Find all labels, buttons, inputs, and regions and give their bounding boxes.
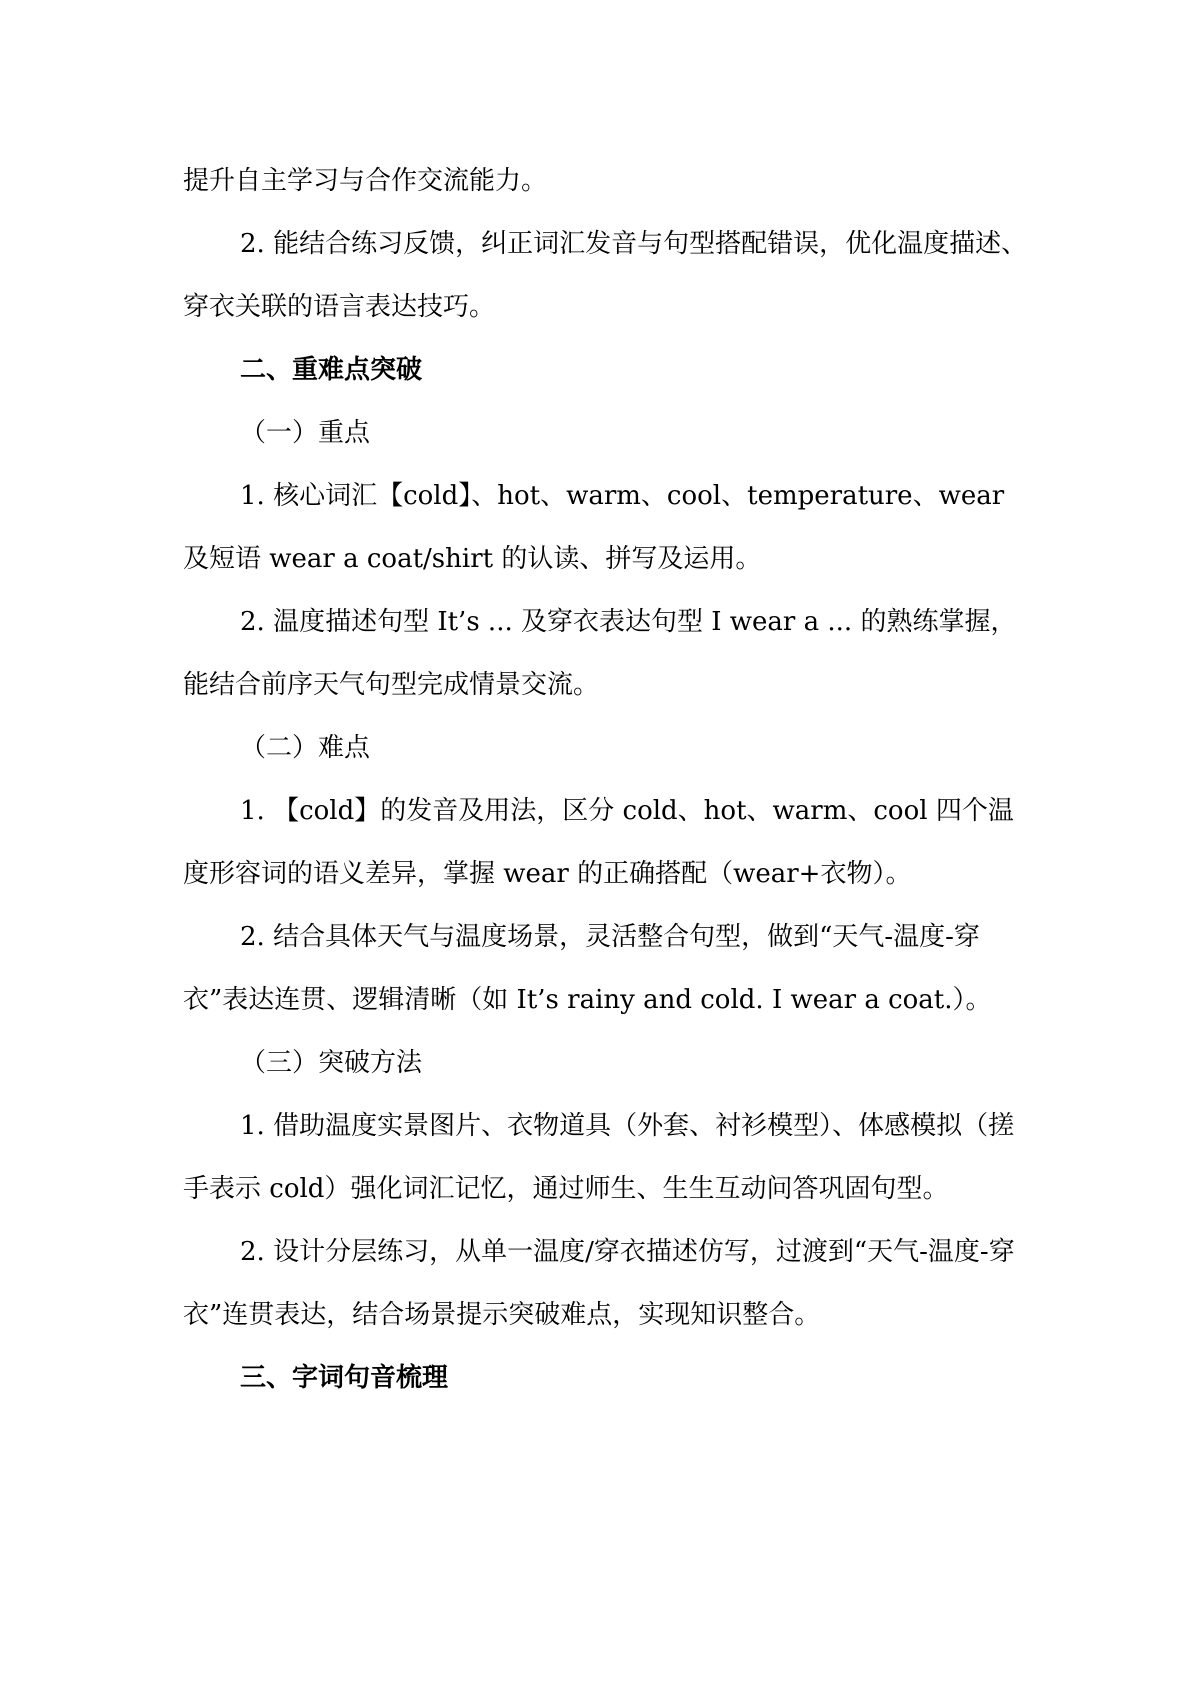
paragraph-method-2: 2. 设计分层练习，从单一温度/穿衣描述仿写，过渡到“天气-温度-穿衣”连贯表达，结合场景提示突破难点，实现知识整合。	[183, 1237, 1015, 1330]
subheading-key-points: （一）重点	[240, 418, 371, 448]
paragraph-key-point-2: 2. 温度描述句型 It’s ... 及穿衣表达句型 I wear a ... 的熟练掌握，能结合前序天气句型完成情景交流。	[183, 607, 1017, 700]
document-page	[183, 150, 1028, 1410]
section-heading-word-sentence-review: 三、字词句音梳理	[240, 1363, 449, 1393]
paragraph-method-1: 1. 借助温度实景图片、衣物道具（外套、衬衫模型）、体感模拟（搓手表示 cold）强化词汇记忆，通过师生、生生互动问答巩固句型。	[183, 1111, 1015, 1204]
paragraph-objective-2: 2. 能结合练习反馈，纠正词汇发音与句型搭配错误，优化温度描述、穿衣关联的语言表达技巧。	[183, 229, 1028, 322]
paragraph-continuation: 提升自主学习与合作交流能力。	[183, 166, 548, 196]
paragraph-difficult-point-2: 2. 结合具体天气与温度场景，灵活整合句型，做到“天气-温度-穿衣”表达连贯、逻辑清晰（如 It’s rainy and cold. I wear a coat.）。	[183, 922, 992, 1015]
subheading-breakthrough-methods: （三）突破方法	[240, 1048, 423, 1078]
paragraph-key-point-1: 1. 核心词汇【cold】、hot、warm、cool、temperature、wear 及短语 wear a coat/shirt 的认读、拼写及运用。	[183, 481, 1005, 574]
subheading-difficult-points: （二）难点	[240, 733, 371, 763]
section-heading-key-difficult-points: 二、重难点突破	[240, 355, 423, 385]
paragraph-difficult-point-1: 1. 【cold】的发音及用法，区分 cold、hot、warm、cool 四个温度形容词的语义差异，掌握 wear 的正确搭配（wear+衣物）。	[183, 796, 1014, 889]
